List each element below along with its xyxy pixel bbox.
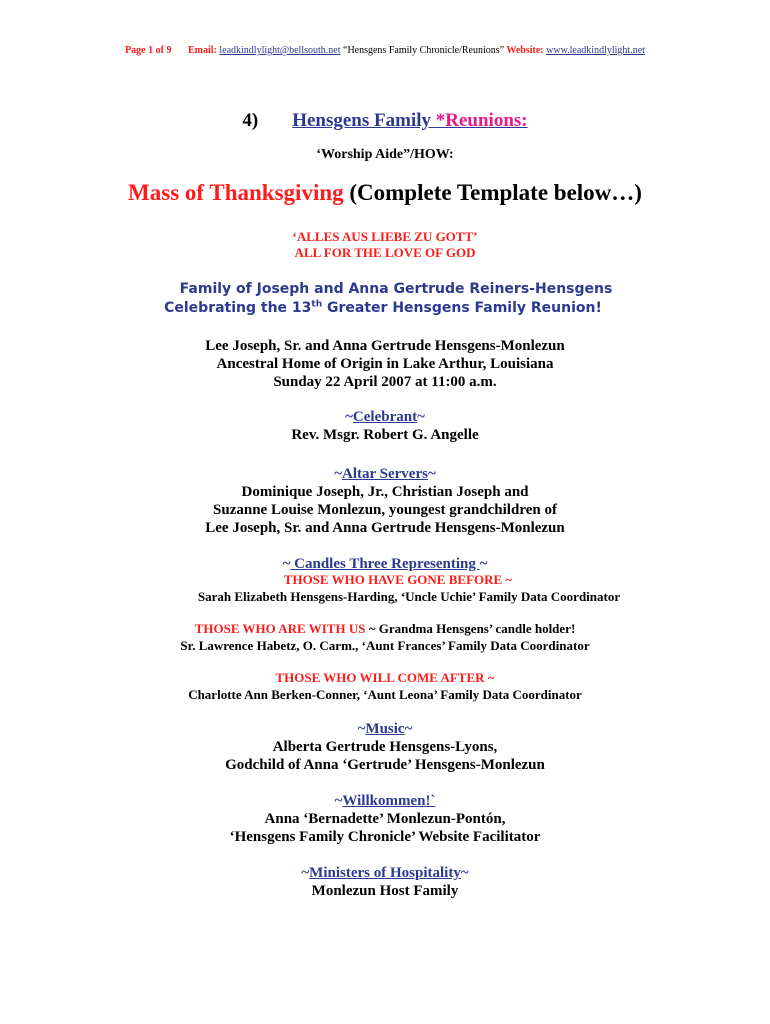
host-line1: Lee Joseph, Sr. and Anna Gertrude Hensgens-Monlezun: [205, 338, 565, 354]
with-us-line: [0, 621, 770, 637]
celebrant-name: Rev. Msgr. Robert G. Angelle: [291, 427, 479, 443]
altar-servers-line2: Suzanne Louise Monlezun, youngest grandchildren of: [213, 502, 557, 518]
mass-heading: [0, 180, 770, 206]
willkommen-title: Willkommen!`: [342, 793, 436, 809]
music-heading: ~Music~: [357, 721, 413, 737]
host-line3: Sunday 22 April 2007 at 11:00 a.m.: [273, 374, 497, 390]
family-line2-sup: th: [311, 299, 323, 310]
gone-before-name: Sarah Elizabeth Hensgens-Harding, ‘Uncle Uchie’ Family Data Coordinator: [197, 589, 621, 604]
come-after-label: THOSE WHO WILL COME AFTER ~: [275, 670, 495, 685]
motto: [0, 229, 770, 261]
website-label: Website:: [506, 45, 544, 56]
with-us-label: THOSE WHO ARE WITH US: [194, 621, 366, 636]
email-link[interactable]: leadkindlylight@bellsouth.net: [219, 45, 341, 56]
motto-german: ‘ALLES AUS LIEBE ZU GOTT’: [292, 229, 478, 244]
family-line2: [0, 299, 770, 318]
candles-title: Candles Three Representing: [290, 556, 480, 572]
altar-servers-block: [0, 465, 770, 537]
hospitality-title: Ministers of Hospitality: [309, 865, 461, 881]
with-us-rest: ~ Grandma Hensgens’ candle holder!: [365, 621, 576, 636]
music-title: Music: [365, 721, 405, 737]
website-link[interactable]: www.leadkindlylight.net: [546, 45, 645, 56]
host-block: [0, 337, 770, 391]
mass-subtitle: (Complete Template below…): [343, 180, 642, 205]
worship-aide: ‘Worship Aide”/HOW:: [316, 147, 454, 162]
celebrant-title: Celebrant: [352, 409, 418, 425]
altar-servers-heading: ~Altar Servers~: [334, 466, 436, 482]
come-after-name: Charlotte Ann Berken-Conner, ‘Aunt Leona’ Family Data Coordinator: [188, 687, 582, 702]
music-block: [0, 720, 770, 774]
willkommen-line2: ‘Hensgens Family Chronicle’ Website Facilitator: [229, 829, 541, 845]
host-line2: Ancestral Home of Origin in Lake Arthur, Louisiana: [216, 356, 554, 372]
family-line2-a: Celebrating the 13: [164, 300, 312, 316]
section-title-part2: *Reunions:: [435, 110, 528, 131]
altar-servers-line3: Lee Joseph, Sr. and Anna Gertrude Hensgens-Monlezun: [205, 520, 565, 536]
mass-title: Mass of Thanksgiving: [128, 180, 344, 205]
section-title-part1: Hensgens Family: [292, 110, 436, 131]
family-banner: [0, 280, 770, 318]
with-us-name: Sr. Lawrence Habetz, O. Carm., ‘Aunt Frances’ Family Data Coordinator: [180, 638, 590, 653]
page-number: Page 1 of 9: [125, 45, 172, 56]
celebrant-heading: ~Celebrant~: [345, 409, 425, 425]
music-line1: Alberta Gertrude Hensgens-Lyons,: [272, 739, 498, 755]
page-header: [0, 45, 770, 56]
motto-english: ALL FOR THE LOVE OF GOD: [294, 245, 476, 260]
section-number: 4): [242, 110, 259, 131]
section-title: [292, 110, 527, 131]
candles-heading: ~ Candles Three Representing ~: [282, 556, 488, 572]
family-line1: Family of Joseph and Anna Gertrude Reiners-Hensgens: [179, 281, 613, 297]
willkommen-line1: Anna ‘Bernadette’ Monlezun-Pontón,: [264, 811, 506, 827]
gone-before-label: THOSE WHO HAVE GONE BEFORE ~: [283, 572, 513, 587]
hospitality-block: [0, 864, 770, 900]
email-label: Email:: [187, 45, 217, 56]
hospitality-line1: Monlezun Host Family: [311, 883, 459, 899]
family-line2-b: Greater Hensgens Family Reunion!: [322, 300, 602, 316]
willkommen-block: [0, 792, 770, 846]
altar-servers-title: Altar Servers: [342, 466, 428, 482]
hospitality-heading: ~Ministers of Hospitality~: [301, 865, 469, 881]
chronicle-title: “Hensgens Family Chronicle/Reunions”: [343, 45, 505, 56]
music-line2: Godchild of Anna ‘Gertrude’ Hensgens-Monlezun: [225, 757, 545, 773]
section-heading: [0, 110, 770, 132]
willkommen-heading: ~Willkommen!`: [334, 793, 436, 809]
altar-servers-line1: Dominique Joseph, Jr., Christian Joseph and: [241, 484, 529, 500]
celebrant-block: [0, 408, 770, 444]
